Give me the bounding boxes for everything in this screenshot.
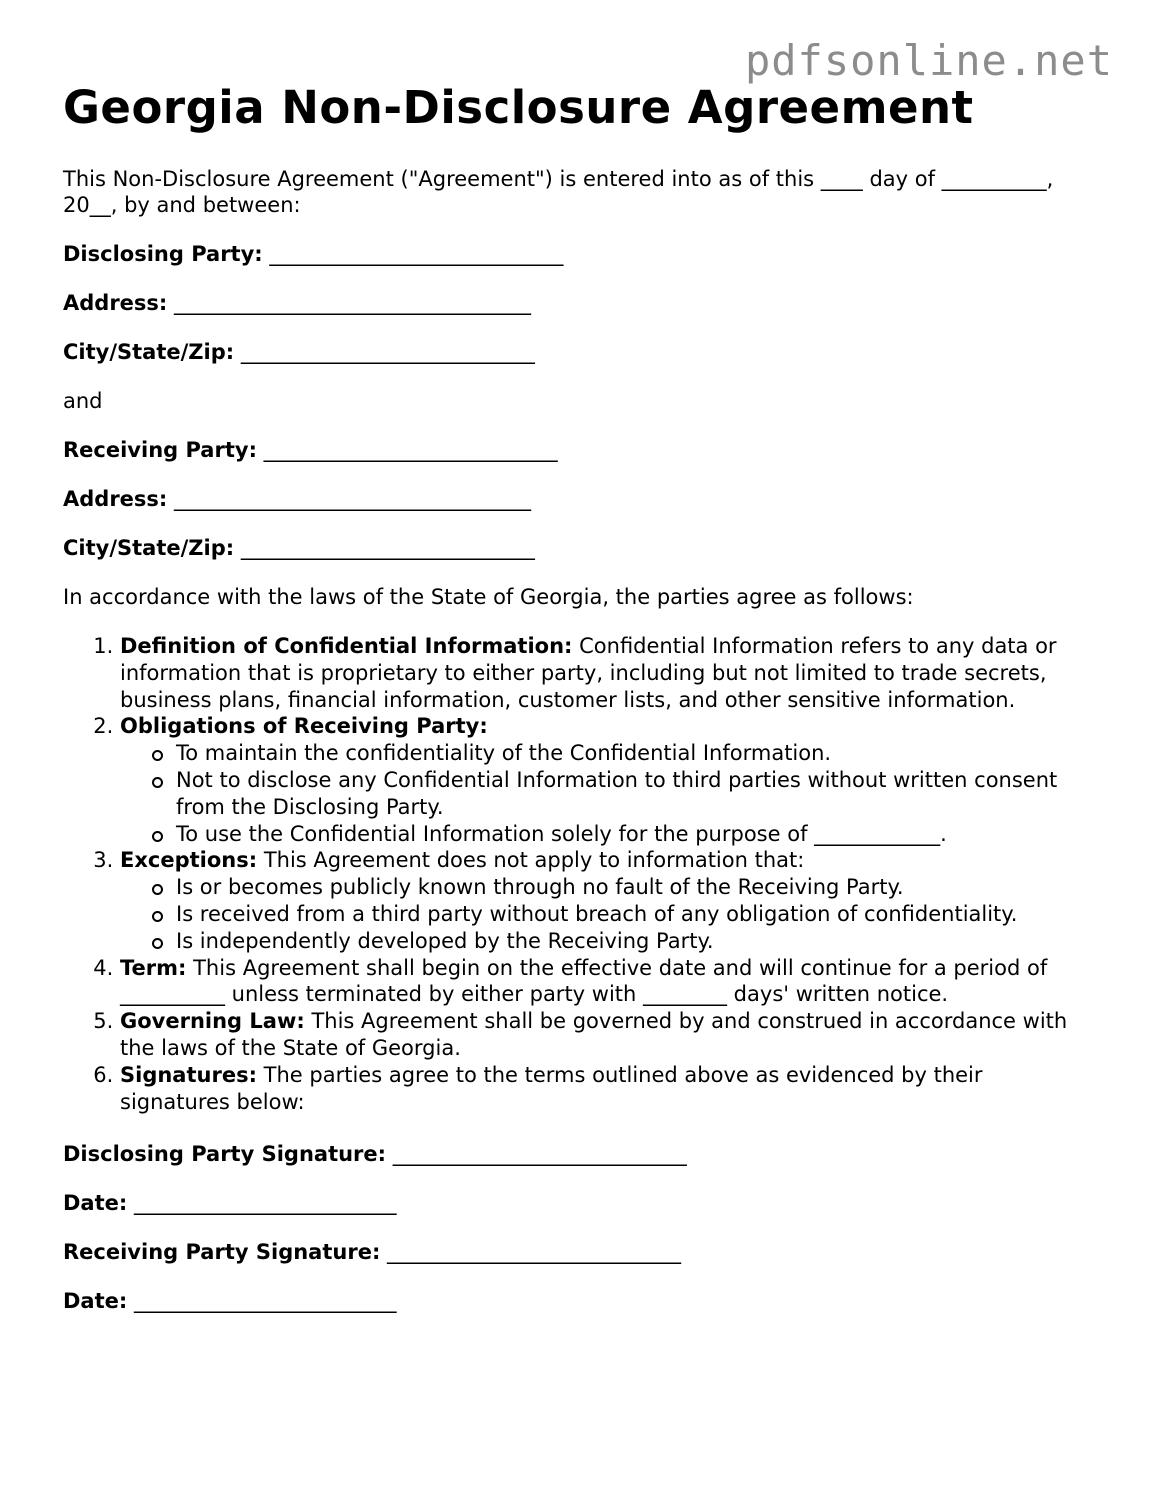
list-item: Not to disclose any Confidential Information to third parties without written consent from the Disclosing Party. bbox=[176, 767, 1093, 821]
date-label-1: Date: bbox=[63, 1191, 128, 1216]
term-text: This Agreement shall be governed by and construed in accordance with the laws of the State of Georgia. bbox=[120, 1009, 1068, 1060]
term-text: This Agreement shall begin on the effective date and will continue for a period of __________ unless terminated by either party with ________ days' written notice. bbox=[120, 955, 1048, 1007]
date-field-1 bbox=[63, 1190, 1093, 1216]
term-heading: Governing Law: bbox=[120, 1009, 305, 1034]
terms-list bbox=[63, 633, 1093, 1115]
disclosing-signature-field bbox=[63, 1141, 1093, 1167]
term-exceptions bbox=[120, 847, 1093, 954]
list-item: To maintain the confidentiality of the Confidential Information. bbox=[176, 740, 1093, 767]
exceptions-list bbox=[120, 874, 1093, 954]
term-governing-law bbox=[120, 1008, 1093, 1062]
term-heading: Term: bbox=[120, 955, 187, 980]
disclosing-signature-label: Disclosing Party Signature: bbox=[63, 1142, 387, 1167]
receiving-city-label: City/State/Zip: bbox=[63, 536, 235, 560]
list-item: To use the Confidential Information solely for the purpose of ____________. bbox=[176, 821, 1093, 848]
term-heading: Signatures: bbox=[120, 1062, 257, 1087]
receiving-city-blank: ____________________________ bbox=[240, 536, 535, 560]
term-term bbox=[120, 955, 1093, 1009]
watermark: pdfsonline.net bbox=[744, 36, 1113, 85]
list-item: Is independently developed by the Receiving Party. bbox=[176, 928, 1093, 955]
obligations-list bbox=[120, 740, 1093, 847]
disclosing-party-label: Disclosing Party: bbox=[63, 242, 263, 266]
term-text: This Agreement does not apply to information that: bbox=[263, 848, 805, 873]
disclosing-party-blank: ____________________________ bbox=[269, 242, 564, 266]
agreement-lead: In accordance with the laws of the State of Georgia, the parties agree as follows: bbox=[63, 585, 914, 609]
intro-paragraph: This Non-Disclosure Agreement ("Agreement") is entered into as of this ____ day of __________, 20__, by and between: bbox=[63, 167, 1054, 217]
date-blank-2: _________________________ bbox=[133, 1289, 397, 1314]
term-heading: Exceptions: bbox=[120, 848, 258, 873]
receiving-party-field bbox=[63, 437, 1093, 463]
date-field-2 bbox=[63, 1288, 1093, 1314]
term-confidential-info bbox=[120, 633, 1093, 713]
term-text: Confidential Information refers to any data or information that is proprietary to either party, including but not limited to trade secrets, business plans, financial information, customer lists, and other sensitive information. bbox=[120, 634, 1057, 712]
disclosing-party-field bbox=[63, 241, 1093, 267]
term-heading: Obligations of Receiving Party: bbox=[120, 714, 488, 739]
date-blank-1: _________________________ bbox=[133, 1191, 397, 1216]
receiving-address-blank: __________________________________ bbox=[174, 487, 532, 511]
and-text: and bbox=[63, 389, 103, 413]
disclosing-signature-blank: ____________________________ bbox=[392, 1142, 687, 1167]
document-page bbox=[63, 80, 1093, 1314]
date-label-2: Date: bbox=[63, 1289, 128, 1314]
term-text: The parties agree to the terms outlined above as evidenced by their signatures below: bbox=[120, 1062, 983, 1114]
disclosing-city-field bbox=[63, 339, 1093, 365]
disclosing-address-blank: __________________________________ bbox=[174, 291, 532, 315]
receiving-signature-blank: ____________________________ bbox=[387, 1240, 682, 1265]
document-title: Georgia Non-Disclosure Agreement bbox=[63, 81, 974, 134]
receiving-party-label: Receiving Party: bbox=[63, 438, 257, 462]
term-signatures bbox=[120, 1062, 1093, 1116]
disclosing-address-field bbox=[63, 290, 1093, 316]
receiving-signature-label: Receiving Party Signature: bbox=[63, 1240, 381, 1265]
list-item: Is or becomes publicly known through no fault of the Receiving Party. bbox=[176, 874, 1093, 901]
receiving-address-label: Address: bbox=[63, 487, 168, 511]
term-heading: Definition of Confidential Information: bbox=[120, 634, 573, 658]
disclosing-city-blank: ____________________________ bbox=[240, 340, 535, 364]
disclosing-address-label: Address: bbox=[63, 291, 168, 315]
receiving-signature-field bbox=[63, 1239, 1093, 1265]
receiving-city-field bbox=[63, 535, 1093, 561]
term-obligations bbox=[120, 713, 1093, 847]
receiving-address-field bbox=[63, 486, 1093, 512]
disclosing-city-label: City/State/Zip: bbox=[63, 340, 235, 364]
list-item: Is received from a third party without breach of any obligation of confidentiality. bbox=[176, 901, 1093, 928]
receiving-party-blank: ____________________________ bbox=[263, 438, 558, 462]
